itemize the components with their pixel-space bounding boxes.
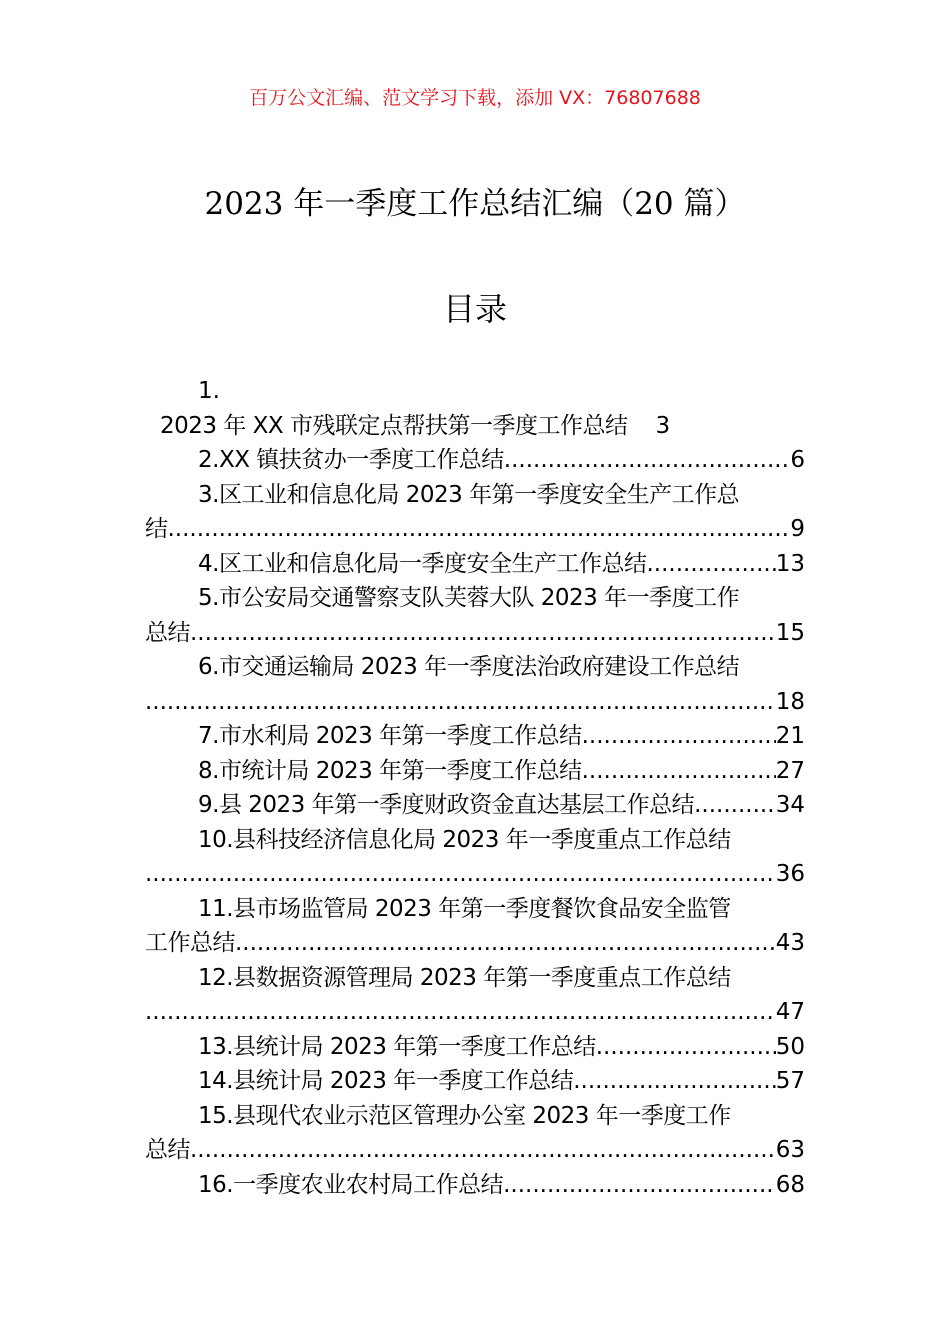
toc-leader-dots — [235, 926, 776, 961]
toc-entry-title-cont: 总结 — [145, 1137, 190, 1163]
toc-entry-title: 12.县数据资源管理局 2023 年第一季度重点工作总结 — [198, 964, 731, 991]
toc-entry-title: 5.市公安局交通警察支队芙蓉大队 2023 年一季度工作 — [198, 585, 740, 611]
toc-entry-page: 27 — [775, 757, 805, 784]
toc-entry-title: 2.XX 镇扶贫办一季度工作总结 — [198, 447, 504, 473]
toc-entry-8[interactable] — [145, 754, 805, 789]
toc-entry-7[interactable] — [145, 719, 805, 754]
toc-entry-title: 15.县现代农业示范区管理办公室 2023 年一季度工作 — [198, 1102, 731, 1129]
toc-leader-dots — [168, 512, 791, 547]
toc-entry-number: 1. — [198, 378, 220, 404]
toc-entry-15[interactable] — [145, 1099, 805, 1168]
toc-leader-dots — [573, 1064, 775, 1099]
toc-entry-page: 34 — [775, 792, 805, 818]
toc-entry-16[interactable] — [145, 1168, 805, 1203]
toc-entry-page: 18 — [775, 688, 805, 715]
toc-entry-page: 43 — [775, 930, 805, 956]
toc-entry-title: 2023 年 XX 市残联定点帮扶第一季度工作总结 — [160, 412, 628, 439]
toc-entry-page: 47 — [775, 999, 805, 1025]
toc-entry-page: 21 — [775, 723, 805, 749]
toc-leader-dots — [190, 616, 776, 651]
toc-entry-12[interactable] — [145, 961, 805, 1030]
watermark-notice: 百万公文汇编、范文学习下载，添加 VX：76807688 — [249, 87, 701, 109]
toc-entry-3[interactable] — [145, 478, 805, 547]
toc-entry-title-cont: 工作总结 — [145, 930, 235, 956]
toc-entry-1[interactable] — [145, 374, 805, 443]
toc-entry-title: 6.市交通运输局 2023 年一季度法治政府建设工作总结 — [198, 654, 740, 680]
toc-leader-dots — [582, 754, 776, 789]
toc-entry-14[interactable] — [145, 1064, 805, 1099]
document-title: 2023 年一季度工作总结汇编（20 篇） — [204, 186, 746, 222]
toc-leader-dots — [504, 443, 791, 478]
toc-leader-dots — [646, 547, 775, 582]
toc-entry-page: 13 — [775, 550, 805, 577]
toc-entry-page: 6 — [790, 447, 805, 473]
toc-entry-6[interactable] — [145, 650, 805, 719]
toc-leader-dots — [503, 1168, 776, 1203]
toc-entry-title-line — [145, 409, 805, 444]
toc-entry-10[interactable] — [145, 823, 805, 892]
toc-entry-13[interactable] — [145, 1030, 805, 1065]
toc-entry-page: 9 — [790, 516, 805, 542]
toc-leader-dots — [582, 719, 776, 754]
toc-entry-title: 9.县 2023 年第一季度财政资金直达基层工作总结 — [198, 792, 695, 818]
toc-entry-11[interactable] — [145, 892, 805, 961]
toc-entry-title: 11.县市场监管局 2023 年第一季度餐饮食品安全监管 — [198, 895, 731, 922]
toc-entry-title: 7.市水利局 2023 年第一季度工作总结 — [198, 723, 582, 749]
toc-leader-dots — [596, 1030, 776, 1065]
toc-leader-dots — [145, 685, 776, 720]
toc-entry-9[interactable] — [145, 788, 805, 823]
toc-entry-title: 3.区工业和信息化局 2023 年第一季度安全生产工作总 — [198, 481, 740, 508]
toc-entry-title: 4.区工业和信息化局一季度安全生产工作总结 — [198, 550, 647, 577]
toc-leader-dots — [145, 857, 776, 892]
toc-leader-dots — [145, 995, 776, 1030]
toc-entry-4[interactable] — [145, 547, 805, 582]
toc-entry-5[interactable] — [145, 581, 805, 650]
toc-leader-dots — [190, 1133, 776, 1168]
table-of-contents — [145, 374, 805, 1202]
toc-leader-dots — [694, 788, 776, 823]
toc-entry-title: 14.县统计局 2023 年一季度工作总结 — [198, 1068, 574, 1094]
toc-entry-page: 3 — [655, 412, 670, 439]
toc-entry-2[interactable] — [145, 443, 805, 478]
toc-entry-title-cont: 结 — [145, 516, 168, 542]
toc-entry-page: 50 — [775, 1033, 805, 1060]
toc-heading: 目录 — [442, 290, 507, 328]
toc-entry-page: 36 — [775, 861, 805, 887]
toc-entry-page: 57 — [775, 1068, 805, 1094]
toc-entry-title: 8.市统计局 2023 年第一季度工作总结 — [198, 757, 582, 784]
toc-entry-title: 10.县科技经济信息化局 2023 年一季度重点工作总结 — [198, 826, 731, 853]
toc-entry-page: 63 — [775, 1137, 805, 1163]
toc-entry-title: 16.一季度农业农村局工作总结 — [198, 1171, 504, 1198]
toc-entry-title-cont: 总结 — [145, 619, 190, 646]
toc-entry-title: 13.县统计局 2023 年第一季度工作总结 — [198, 1033, 596, 1060]
toc-entry-page: 15 — [775, 619, 805, 646]
toc-entry-page: 68 — [775, 1171, 805, 1198]
